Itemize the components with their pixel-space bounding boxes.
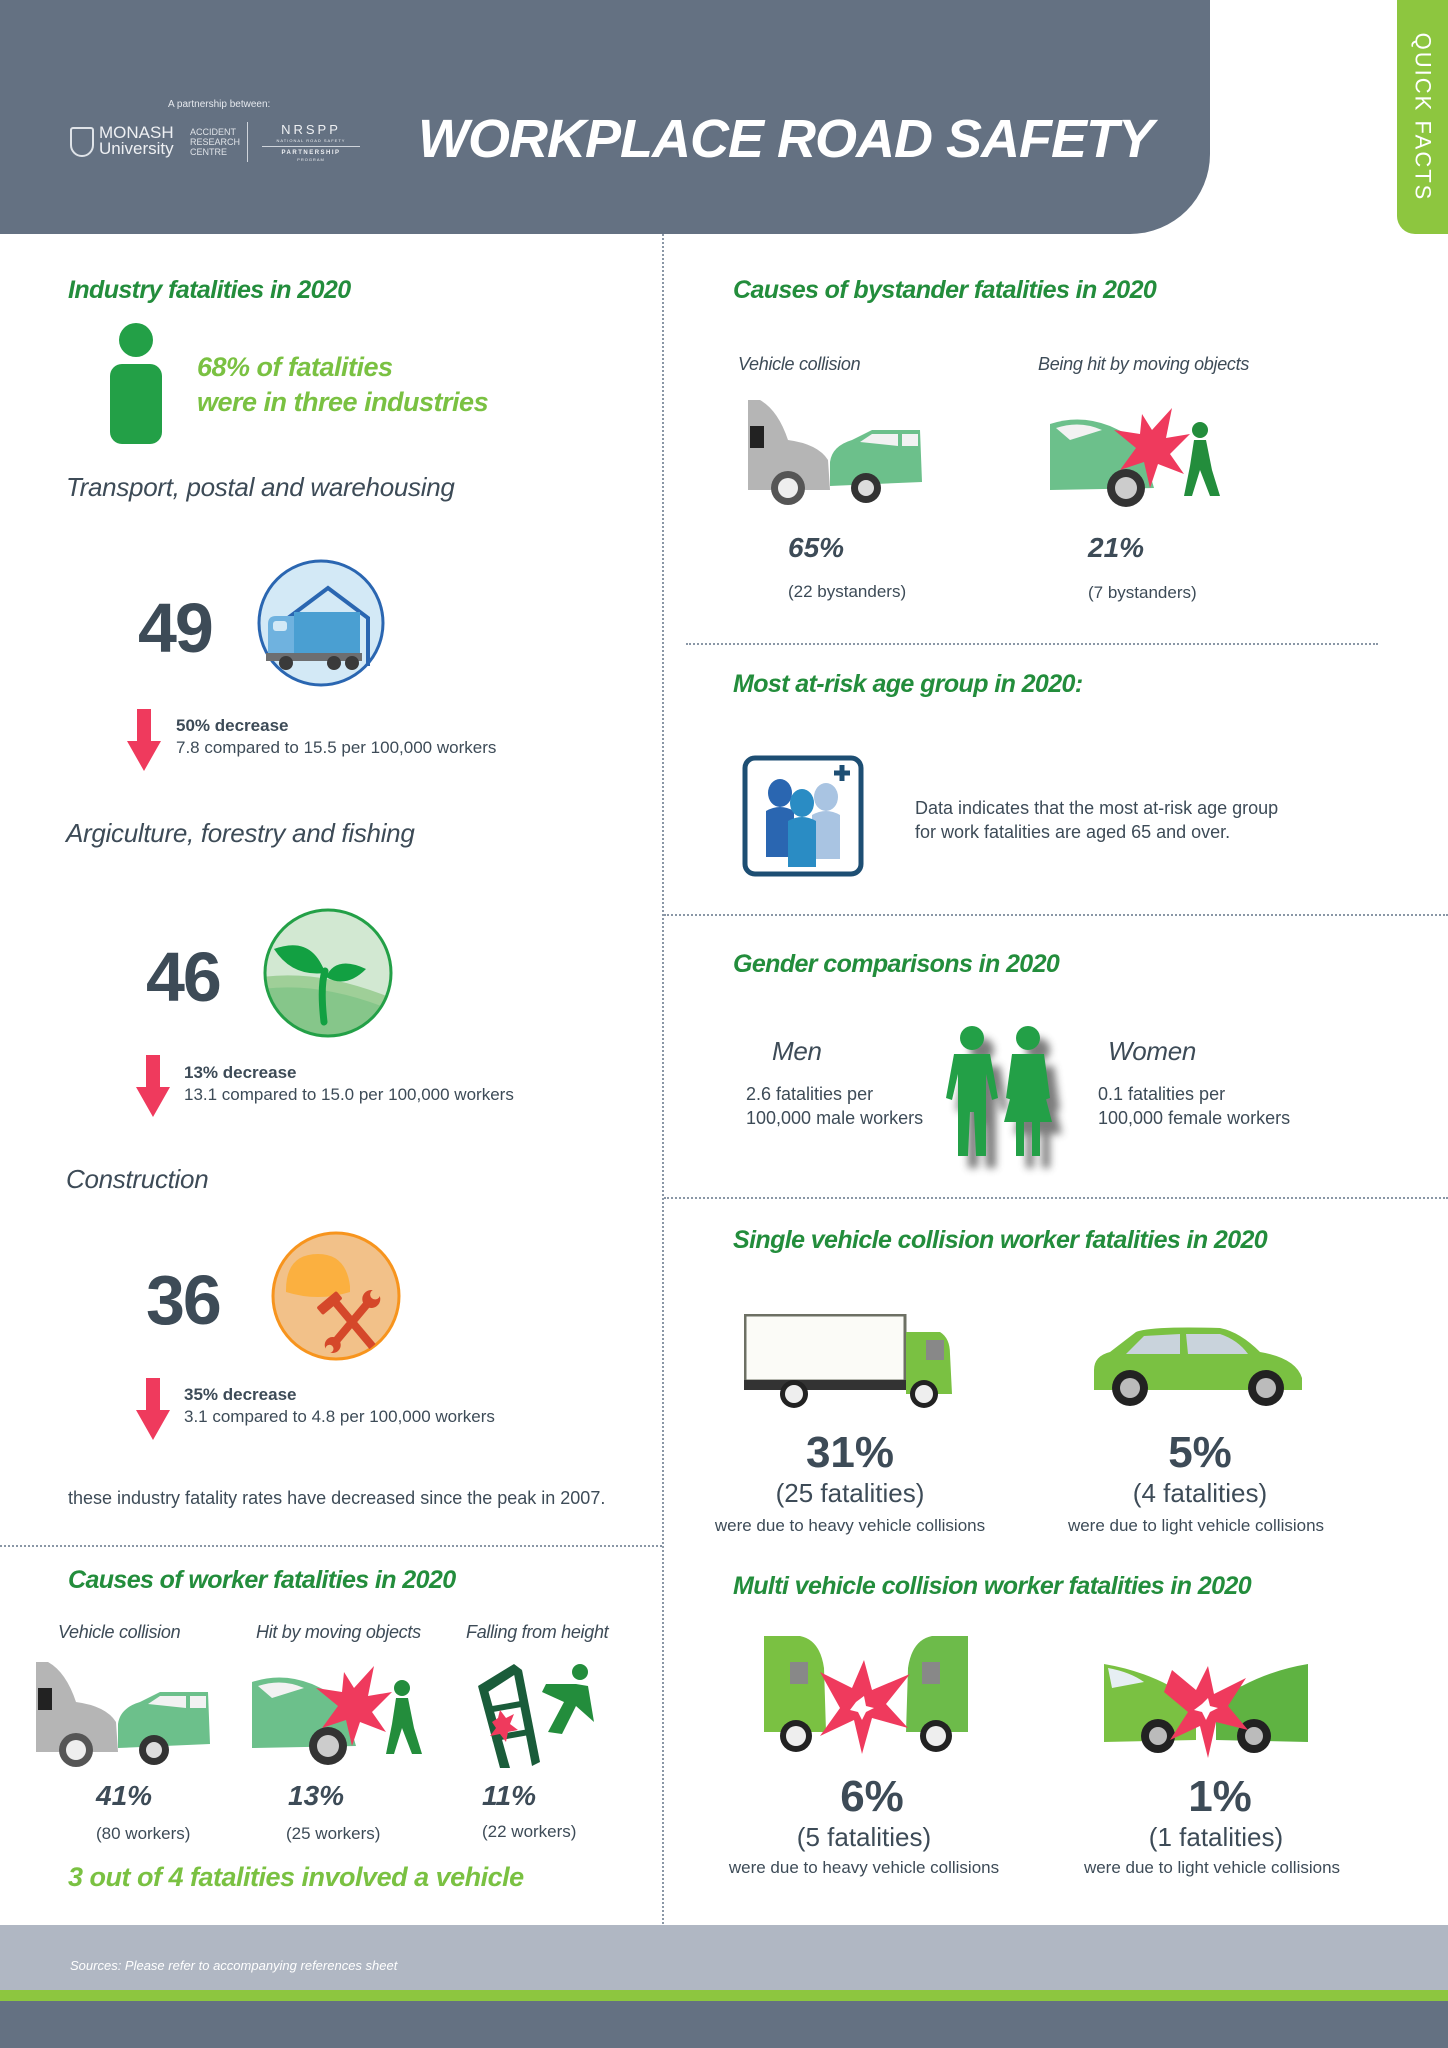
nrspp-rule: [262, 146, 360, 147]
men-line2: 100,000 male workers: [746, 1108, 924, 1128]
heavy-truck-icon: [744, 1314, 956, 1410]
agriculture-detail: 13.1 compared to 15.0 per 100,000 workers: [184, 1085, 514, 1104]
nrspp-program: PROGRAM: [297, 157, 325, 162]
worker-cause-label: Vehicle collision: [58, 1622, 181, 1642]
highlight-line1: 68% of fatalities: [197, 352, 393, 382]
age-line1: Data indicates that the most at-risk age group: [915, 798, 1279, 818]
divider-bystander: [686, 643, 1378, 645]
bystander-count: (22 bystanders): [788, 582, 907, 601]
women-line2: 100,000 female workers: [1098, 1108, 1291, 1128]
worker-pct: 13%: [288, 1780, 345, 1811]
light-vehicle-crash-icon: [1100, 1660, 1312, 1760]
divider-industry: [0, 1545, 662, 1547]
partnership-label: A partnership between:: [168, 99, 271, 110]
industry-construction-count: 36: [146, 1261, 220, 1339]
multi-vehicle-title: Multi vehicle collision worker fatalities in 2020: [733, 1572, 1252, 1600]
bystander-cause-label: Being hit by moving objects: [1038, 354, 1250, 374]
nrspp-acronym: NRSPP: [281, 122, 341, 137]
multi-light-pct: 1%: [1188, 1772, 1252, 1821]
decrease-arrow-icon: [127, 709, 161, 771]
highlight-line2: were in three industries: [197, 387, 489, 417]
decrease-arrow-icon: [136, 1055, 170, 1117]
single-heavy-desc: were due to heavy vehicle collisions: [714, 1516, 986, 1535]
nrspp-partnership: PARTNERSHIP: [281, 150, 341, 156]
sources-note: Sources: Please refer to accompanying references sheet: [70, 1958, 398, 1973]
sprout-icon: [262, 907, 394, 1039]
quick-facts-text: QUICK FACTS: [1410, 32, 1436, 202]
arc-line1: ACCIDENT: [190, 127, 237, 137]
worker-cause-label: Hit by moving objects: [256, 1622, 421, 1642]
single-light-desc: were due to light vehicle collisions: [1067, 1516, 1325, 1535]
men-label: Men: [772, 1036, 822, 1066]
nrspp-logo: [262, 122, 360, 162]
vehicle-collision-icon: [36, 1662, 216, 1772]
worker-count: (80 workers): [96, 1824, 191, 1843]
logo-separator: [247, 122, 248, 162]
industry-note: these industry fatality rates have decreased since the peak in 2007.: [68, 1488, 606, 1508]
worker-cause-label: Falling from height: [466, 1622, 609, 1642]
monash-line1: MONASH: [99, 123, 174, 142]
industry-transport-title: Transport, postal and warehousing: [66, 472, 455, 502]
multi-heavy-pct: 6%: [840, 1772, 904, 1821]
single-light-count: (4 fatalities): [1132, 1478, 1268, 1508]
arc-line2: RESEARCH: [190, 137, 241, 147]
person-info-icon: [108, 322, 164, 444]
bystander-title: Causes of bystander fatalities in 2020: [733, 276, 1157, 304]
men-line1: 2.6 fatalities per: [746, 1084, 874, 1104]
multi-light-desc: were due to light vehicle collisions: [1083, 1858, 1341, 1877]
monash-line2: University: [99, 139, 174, 158]
truck-warehouse-icon: [256, 558, 386, 688]
single-heavy-pct: 31%: [805, 1428, 895, 1477]
age-title: Most at-risk age group in 2020:: [733, 670, 1083, 698]
women-line1: 0.1 fatalities per: [1098, 1084, 1226, 1104]
gender-title: Gender comparisons in 2020: [733, 950, 1060, 978]
men-women-icon: [940, 1026, 1080, 1186]
construction-detail: 3.1 compared to 4.8 per 100,000 workers: [184, 1407, 495, 1426]
age-line2: for work fatalities are aged 65 and over.: [915, 822, 1231, 842]
worker-pct: 11%: [482, 1780, 536, 1811]
transport-detail: 7.8 compared to 15.5 per 100,000 workers: [176, 738, 497, 757]
bystander-count: (7 bystanders): [1088, 583, 1197, 602]
worker-pct: 41%: [96, 1780, 153, 1811]
transport-decrease: 50% decrease: [176, 716, 289, 735]
heavy-vehicle-crash-icon: [760, 1632, 972, 1756]
multi-heavy-desc: were due to heavy vehicle collisions: [728, 1858, 1000, 1877]
age-group-icon: [742, 755, 864, 877]
divider-gender: [664, 1197, 1448, 1199]
single-vehicle-title: Single vehicle collision worker fatalities in 2020: [733, 1226, 1268, 1254]
nrspp-tagline: NATIONAL ROAD SAFETY: [276, 138, 346, 143]
multi-heavy-count: (5 fatalities): [796, 1822, 932, 1852]
quick-facts-label: [1397, 0, 1448, 234]
worker-summary: 3 out of 4 fatalities involved a vehicle: [68, 1862, 524, 1892]
hardhat-tools-icon: [270, 1230, 402, 1362]
monash-logo: [99, 125, 174, 157]
footer-accent-stripe: [0, 1990, 1448, 2001]
hit-by-object-icon: [252, 1662, 422, 1772]
women-label: Women: [1108, 1036, 1197, 1066]
hit-by-object-icon: [1050, 404, 1220, 514]
divider-age: [664, 914, 1448, 916]
worker-count: (25 workers): [286, 1824, 381, 1843]
footer-bar: [0, 2001, 1448, 2048]
page-title: WORKPLACE ROAD SAFETY: [418, 109, 1153, 169]
construction-decrease: 35% decrease: [184, 1385, 297, 1404]
worker-count: (22 workers): [482, 1822, 577, 1841]
bystander-cause-label: Vehicle collision: [738, 354, 861, 374]
arc-logo: [190, 127, 240, 157]
bystander-pct: 65%: [788, 532, 845, 563]
bystander-pct: 21%: [1088, 532, 1145, 563]
light-car-icon: [1090, 1326, 1306, 1408]
vehicle-collision-icon: [748, 400, 928, 510]
industry-transport-count: 49: [138, 589, 212, 667]
column-divider: [662, 234, 664, 1924]
monash-crest-icon: [70, 127, 94, 157]
single-heavy-count: (25 fatalities): [775, 1478, 925, 1508]
single-light-pct: 5%: [1168, 1428, 1232, 1477]
industry-title: Industry fatalities in 2020: [68, 276, 351, 304]
multi-light-count: (1 fatalities): [1148, 1822, 1284, 1852]
industry-construction-title: Construction: [66, 1164, 209, 1194]
falling-from-height-icon: [476, 1662, 596, 1772]
arc-line3: CENTRE: [190, 147, 228, 157]
industry-agriculture-count: 46: [146, 938, 220, 1016]
industry-agriculture-title: Argiculture, forestry and fishing: [66, 818, 415, 848]
agriculture-decrease: 13% decrease: [184, 1063, 297, 1082]
worker-causes-title: Causes of worker fatalities in 2020: [68, 1566, 456, 1594]
decrease-arrow-icon: [136, 1378, 170, 1440]
